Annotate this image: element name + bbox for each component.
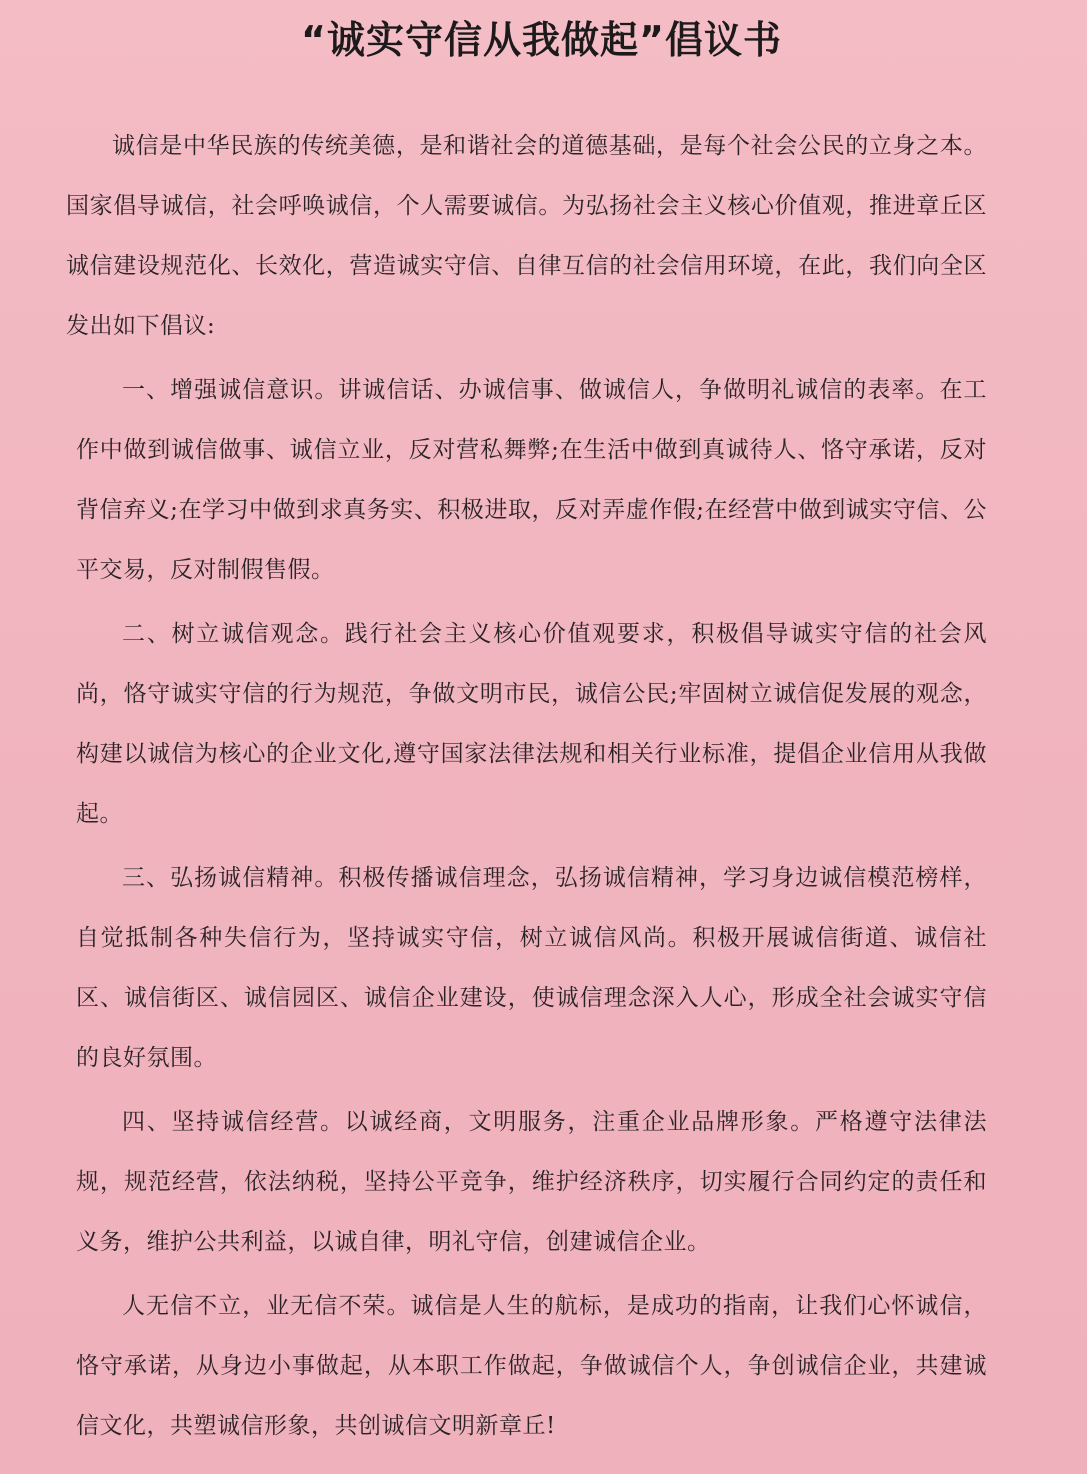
- closing-paragraph: 人无信不立，业无信不荣。诚信是人生的航标，是成功的指南，让我们心怀诚信，恪守承诺，从身边小事做起，从本职工作做起，争做诚信个人，争创诚信企业，共建诚信文化，共塑诚信形象，共创诚信文明新章丘!: [76, 1293, 987, 1439]
- point-two-paragraph: 二、树立诚信观念。践行社会主义核心价值观要求，积极倡导诚实守信的社会风尚，恪守诚实守信的行为规范，争做文明市民，诚信公民;牢固树立诚信促发展的观念，构建以诚信为核心的企业文化,遵守国家法律法规和相关行业标准，提倡企业信用从我做起。: [76, 621, 987, 827]
- document-body: [66, 116, 987, 1456]
- document-title: “诚实守信从我做起”倡议书: [301, 18, 782, 62]
- point-three-paragraph: 三、弘扬诚信精神。积极传播诚信理念，弘扬诚信精神，学习身边诚信模范榜样，自觉抵制各种失信行为，坚持诚实守信，树立诚信风尚。积极开展诚信街道、诚信社区、诚信街区、诚信园区、诚信企业建设，使诚信理念深入人心，形成全社会诚实守信的良好氛围。: [76, 865, 987, 1071]
- point-four-paragraph: 四、坚持诚信经营。以诚经商，文明服务，注重企业品牌形象。严格遵守法律法规，规范经营，依法纳税，坚持公平竞争，维护经济秩序，切实履行合同约定的责任和义务，维护公共利益，以诚自律，明礼守信，创建诚信企业。: [76, 1109, 987, 1255]
- point-one-paragraph: 一、增强诚信意识。讲诚信话、办诚信事、做诚信人，争做明礼诚信的表率。在工作中做到诚信做事、诚信立业，反对营私舞弊;在生活中做到真诚待人、恪守承诺，反对背信弃义;在学习中做到求真务实、积极进取，反对弄虚作假;在经营中做到诚实守信、公平交易，反对制假售假。: [76, 377, 987, 583]
- intro-paragraph: 诚信是中华民族的传统美德，是和谐社会的道德基础，是每个社会公民的立身之本。国家倡导诚信，社会呼唤诚信，个人需要诚信。为弘扬社会主义核心价值观，推进章丘区诚信建设规范化、长效化，营造诚实守信、自律互信的社会信用环境，在此，我们向全区发出如下倡议:: [66, 133, 987, 339]
